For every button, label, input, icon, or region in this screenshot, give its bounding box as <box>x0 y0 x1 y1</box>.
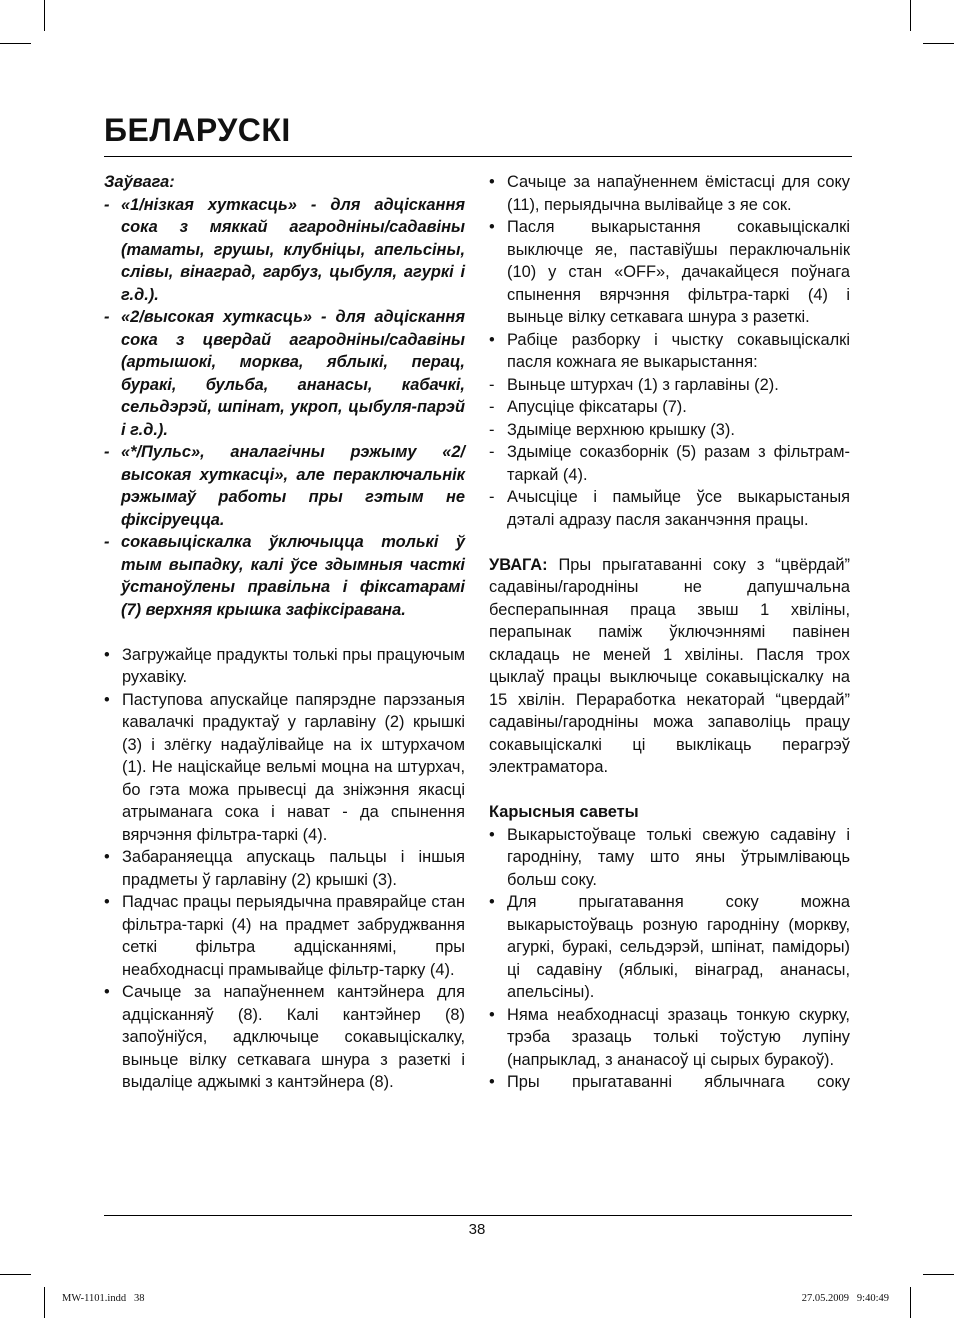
list-item: • Загружайце прадукты толькі пры працуючым рухавіку. <box>104 645 465 686</box>
crop-mark <box>0 43 31 44</box>
warning-label: УВАГА: <box>489 555 548 574</box>
note-item: - «*/Пульс», аналагічны рэжыму «2/высокая хуткасці», але пераключальнік рэжымаў работы пры гэтым не фіксіруецца. <box>104 443 465 529</box>
step-item: - Апусціце фіксатары (7). <box>489 398 687 416</box>
crop-mark <box>923 43 954 44</box>
note-item: - сокавыціскалка ўключыцца толькі ў тым выпадку, калі ўсе здымныя часткі ўстаноўлены правільна і фіксатарамі (7) верхняя крышка зафіксіравана. <box>104 533 465 619</box>
note-item: - «2/высокая хуткасць» - для адціскання сока з цвердай агародніны/садавіны (артышокі, морква, яблыкі, перац, буракі, бульба, ананасы, кабачкі, сельдэрэй, шпінат, укроп, цыбуля-парэй і г.д.). <box>104 308 465 439</box>
step-item: - Ачысціце і памыйце ўсе выкарыстаныя дэталі адразу пасля заканчэння працы. <box>489 488 850 529</box>
list-item: • Рабіце разборку і чыстку сокавыціскалкі пасля кожнага яе выкарыстання: <box>489 330 850 371</box>
crop-mark <box>0 1274 31 1275</box>
warning-paragraph <box>489 554 850 779</box>
step-item: - Здыміце верхнюю крышку (3). <box>489 420 735 439</box>
crop-mark <box>44 0 45 31</box>
crop-mark <box>910 0 911 31</box>
list-item: • Паступова апускайце папярэдне парэзаныя кавалачкі прадуктаў у гарлавіну (2) крышкі (3) і злёгку надаўлівайце на іх штурхачом (1). Не націскайце вельмі моцна на штурхач, бо гэта можа прывесці да зніжэння якасці атрыманага сока і нават - да спынення вярчэння фільтра-таркі (4). <box>104 690 465 844</box>
left-column <box>104 171 465 1094</box>
crop-mark <box>923 1274 954 1275</box>
page-number: 38 <box>468 1221 486 1238</box>
warning-text: Пры прыгатаванні соку з “цвёрдай” садавіны/гародніны не дапушчальна бесперапынная праца звыш 1 хвіліны, перапынак паміж ўключэннямі павінен складаць не меней 1 хвіліны. Пасля трох цыклаў працы выключыце сокавыціскалку на 15 хвілін. Пераработка некаторай “цвердай” садавіны/гародніны можа запаволіць працу сокавыціскалкі ці выклікаць перагрэў электраматора. <box>489 555 851 776</box>
list-item: • Сачыце за напаўненнем кантэйнера для адцісканняў (8). Калі кантэйнер (8) запоўніўся, адключыце сокавыціскалку, выньце вілку сеткавага шнура з разеткі і выдаліце аджымкі з кантэйнера (8). <box>104 983 465 1091</box>
note-heading: Заўвага: <box>104 173 175 191</box>
list-item: • Падчас працы перыядычна правярайце стан фільтра-таркі (4) на прадмет забруджвання сеткі фільтра адцісканнямі, пры неабходнасці прамывайце фільтр-тарку (4). <box>104 893 465 979</box>
list-item: • Няма неабходнасці зразаць тонкую скурку, трэба зразаць толькі тоўстую лупіну (напрыклад, з ананасоў ці сырых буракоў). <box>489 1005 850 1069</box>
page-title: БЕЛАРУСКІ <box>104 112 291 148</box>
note-item: - «1/нізкая хуткасць» - для адціскання сока з мяккай агародніны/садавіны (таматы, грушы, клубніцы, апельсіны, слівы, вінаград, гарбуз, цыбуля, агуркі і г.д.). <box>104 195 465 304</box>
step-item: - Здыміце соказборнік (5) разам з фільтрам-таркай (4). <box>489 443 850 484</box>
list-item: • Выкарыстоўваце толькі свежую садавіну і гародніну, таму што яны ўтрымліваюць больш соку. <box>489 825 850 889</box>
list-item: • Сачыце за напаўненнем ёмістасці для соку (11), перыядычна вылівайце з яе сок. <box>489 173 850 214</box>
slug-filename: MW-1101.indd 38 <box>62 1293 145 1304</box>
list-item: • Забараняецца апускаць пальцы і іншыя прадметы ў гарлавіну (2) крышкі (3). <box>104 848 465 889</box>
step-item: - Выньце штурхач (1) з гарлавіны (2). <box>489 375 779 394</box>
list-item: • Пасля выкарыстання сокавыціскалкі выключце яе, паставіўшы пераключальнік (10) у стан «OFF», дачакайцеся поўнага спынення вярчэння фільтра-таркі (4) і выньце вілку сеткавага шнура з разеткі. <box>489 218 850 326</box>
header-divider <box>104 156 852 157</box>
footer-divider <box>104 1215 852 1216</box>
crop-mark <box>910 1287 911 1318</box>
slug-timestamp: 27.05.2009 9:40:49 <box>801 1293 889 1304</box>
right-column <box>489 171 850 1094</box>
crop-mark <box>44 1287 45 1318</box>
list-item: • Для прыгатавання соку можна выкарыстоўваць розную гародніну (моркву, агуркі, буракі, сельдэрэй, шпінат, памідоры) ці садавіну (яблыкі, вінаград, ананасы, апельсіны). <box>489 893 850 1001</box>
tips-heading: Карысныя саветы <box>489 803 639 821</box>
list-item: • Пры прыгатаванні яблычнага соку <box>489 1073 850 1091</box>
